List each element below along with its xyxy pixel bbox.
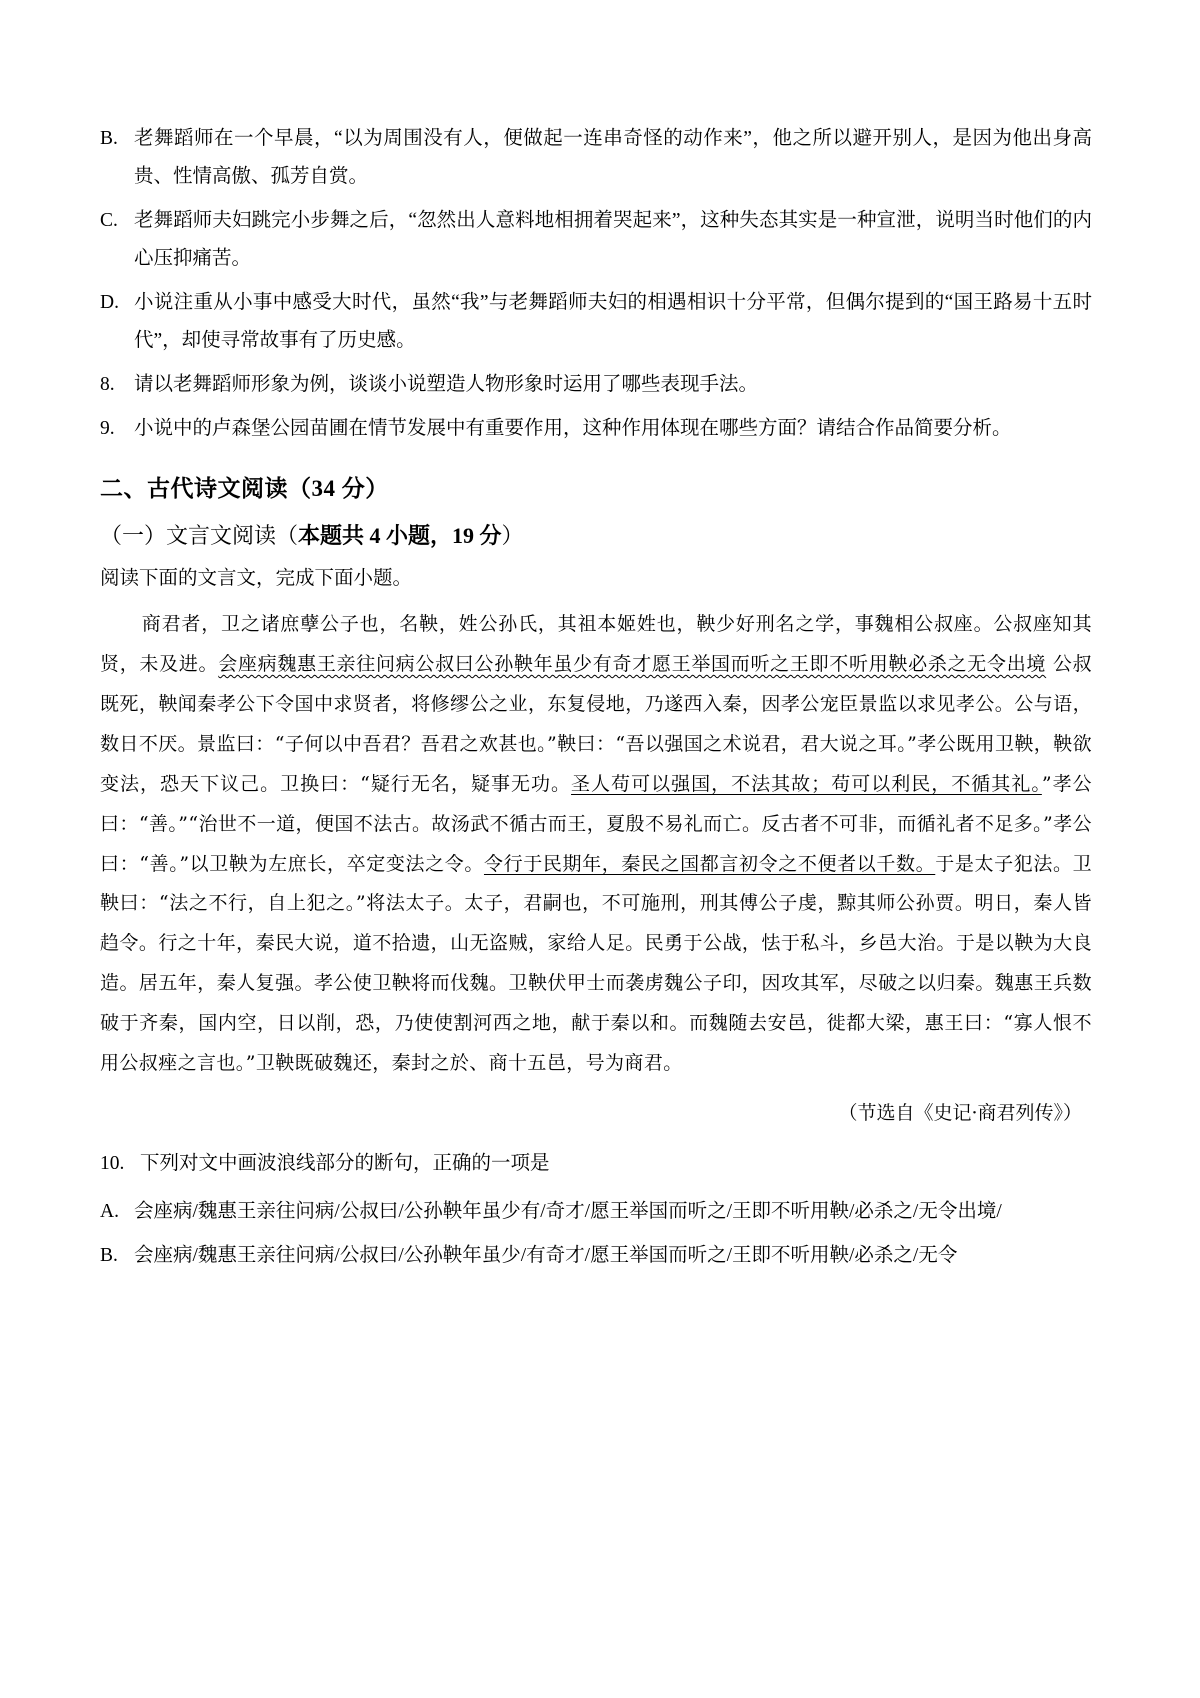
- subsection-prefix: （一）文言文阅读（: [100, 523, 299, 549]
- option-label: B.: [100, 128, 118, 149]
- option-text: 老舞蹈师在一个早晨，“以为周围没有人，便做起一连串奇怪的动作来”，他之所以避开别人，是因为他出身高贵、性情高傲、孤芳自赏。: [134, 128, 1092, 188]
- subsection-suffix: ）: [501, 523, 524, 549]
- question-number: 9.: [100, 418, 115, 440]
- question-9: [100, 410, 1092, 448]
- subsection-bold: 本题共 4 小题，19 分: [298, 523, 502, 549]
- passage-part-2: 公叔既死，鞅闻秦孝公下令国中求贤者，将修缪公之业，东复侵地，乃遂西入秦，因孝公宠臣景监以求见孝公。公与语，数日不厌。景监曰：“子何以中吾君？吾君之欢甚也。”鞅曰：“吾以强国之术说君，君大说之耳。”孝公既用卫鞅，鞅欲变法，恐天下议己。卫换曰：“疑行无名，疑事无功。: [100, 653, 1092, 795]
- option-label: B.: [100, 1244, 118, 1266]
- question-text: 小说中的卢森堡公园苗圃在情节发展中有重要作用，这种作用体现在哪些方面？请结合作品简要分析。: [134, 418, 1012, 440]
- option-b-top: [100, 120, 1092, 196]
- passage-underline-segment-1: 圣人苟可以强国，不法其故；苟可以利民，不循其礼。: [571, 772, 1042, 795]
- option-text: 会座病/魏惠王亲往问病/公叔曰/公孙鞅年虽少有/奇才/愿王举国而听之/王即不听用鞅/必杀之/无令出境/: [134, 1200, 1002, 1222]
- passage-wavy-underline-segment: 会座病魏惠王亲往问病公叔曰公孙鞅年虽少有奇才愿王举国而听之王即不听用鞅必杀之无令出境: [218, 653, 1047, 676]
- question-8: [100, 366, 1092, 404]
- passage-part-3: ”孝公曰：“善。”“治世不一道，便国不法古。故汤武不循古而王，夏殷不易礼而亡。反古者不可非，而循礼者不足多。”孝公曰：“善。”以卫鞅为左庶长，卒定变法之令。: [100, 772, 1092, 875]
- passage-part-4: 于是太子犯法。卫鞅曰：“法之不行，自上犯之。”将法太子。太子，君嗣也，不可施刑，刑其傅公子虔，黥其师公孙贾。明日，秦人皆趋令。行之十年，秦民大说，道不拾遗，山无盗贼，家给人足。民勇于公战，怯于私斗，乡邑大治。于是以鞅为大良造。居五年，秦人复强。孝公使卫鞅将而伐魏。卫鞅伏甲士而袭虏魏公子印，因攻其军，尽破之以归秦。魏惠王兵数破于齐秦，国内空，日以削，恐，乃使使割河西之地，献于秦以和。而魏随去安邑，徙都大梁，惠王曰：“寡人恨不用公叔痤之言也。”卫鞅既破魏还，秦封之於、商十五邑，号为商君。: [100, 852, 1093, 1074]
- option-label: D.: [100, 292, 119, 314]
- question-10-option-b: [100, 1237, 1092, 1275]
- question-10-option-a: [100, 1193, 1092, 1231]
- classical-passage: [100, 605, 1092, 1084]
- option-label: A.: [100, 1200, 119, 1222]
- section-heading: 二、古代诗文阅读（34 分）: [100, 476, 389, 502]
- option-text: 会座病/魏惠王亲往问病/公叔曰/公孙鞅年虽少/有奇才/愿王举国而听之/王即不听用鞅/必杀之/无令: [134, 1244, 958, 1266]
- question-number: 10.: [100, 1152, 125, 1174]
- option-label: C.: [100, 210, 118, 232]
- question-10: [100, 1145, 1092, 1183]
- reading-instruction: 阅读下面的文言文，完成下面小题。: [100, 568, 413, 590]
- option-text: 小说注重从小事中感受大时代，虽然“我”与老舞蹈师夫妇的相遇相识十分平常，但偶尔提到的“国王路易十五时代”，却使寻常故事有了历史感。: [134, 292, 1092, 352]
- question-number: 8.: [100, 374, 115, 396]
- option-c-top: [100, 202, 1092, 278]
- passage-source: （节选自《史记·商君列传》）: [838, 1101, 1082, 1124]
- passage-part-1: 商君者，卫之诸庶孽公子也，名鞅，姓公孙氏，其祖本姬姓也，鞅少好刑名之学，事魏相公叔座。公叔座知其贤，未及进。: [100, 613, 1092, 676]
- subsection-heading: [100, 519, 1092, 550]
- passage-underline-segment-2: 令行于民期年，秦民之国都言初令之不便者以千数。: [483, 852, 936, 875]
- option-d-top: [100, 284, 1092, 360]
- question-text: 请以老舞蹈师形象为例，谈谈小说塑造人物形象时运用了哪些表现手法。: [134, 374, 759, 396]
- option-text: 老舞蹈师夫妇跳完小步舞之后，“忽然出人意料地相拥着哭起来”，这种失态其实是一种宣泄，说明当时他们的内心压抑痛苦。: [134, 210, 1092, 270]
- question-text: 下列对文中画波浪线部分的断句，正确的一项是: [140, 1152, 550, 1174]
